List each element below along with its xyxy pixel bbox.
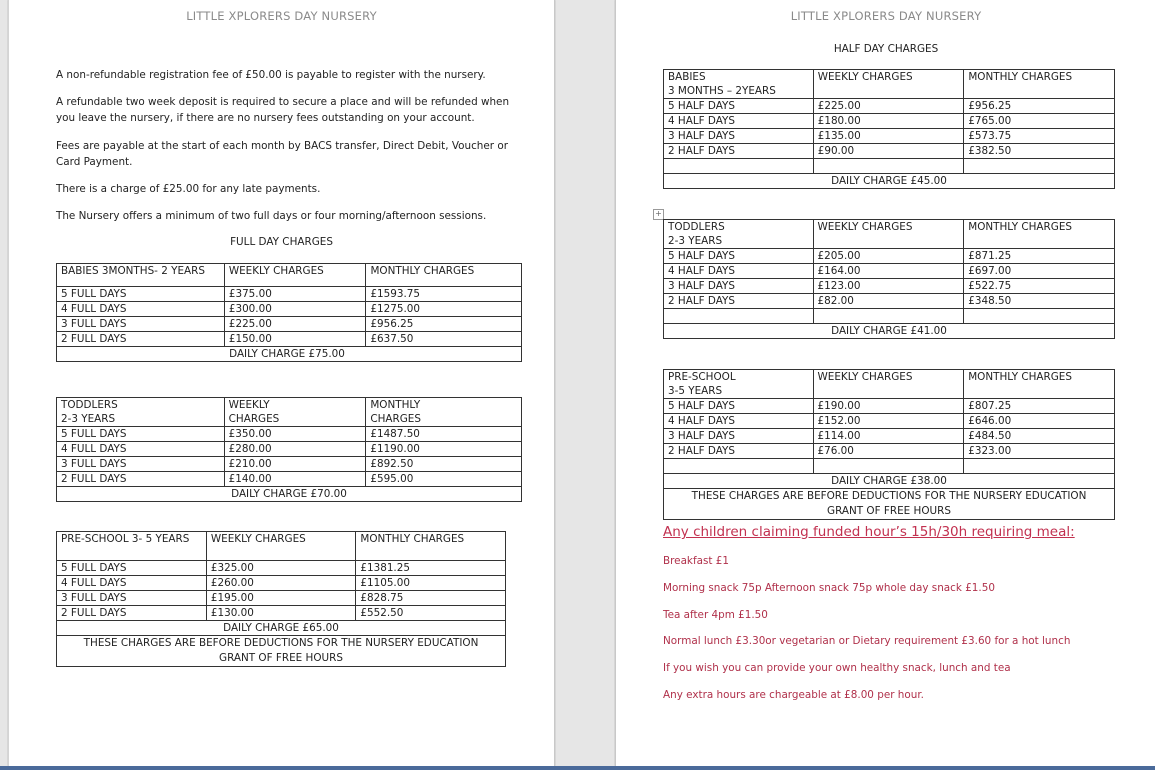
table-cell — [664, 159, 814, 174]
deductions-note — [57, 636, 506, 667]
daily-charge: DAILY CHARGE £45.00 — [664, 174, 1115, 189]
deductions-note-line: THESE CHARGES ARE BEFORE DEDUCTIONS FOR THE NURSERY EDUCATION — [691, 490, 1087, 502]
column-header: WEEKLY CHARGES — [813, 370, 964, 399]
table-cell: £646.00 — [964, 414, 1115, 429]
table-cell: £595.00 — [366, 472, 522, 487]
table-cell: 5 HALF DAYS — [664, 99, 814, 114]
table-cell: £150.00 — [224, 332, 366, 347]
table-row — [57, 442, 522, 457]
daily-charge: DAILY CHARGE £65.00 — [57, 621, 506, 636]
table-header-row — [57, 398, 522, 427]
daily-charge-row — [664, 174, 1115, 189]
table-header-row — [57, 532, 506, 561]
table-cell: £114.00 — [813, 429, 964, 444]
table-cell: 3 HALF DAYS — [664, 279, 814, 294]
daily-charge: DAILY CHARGE £70.00 — [57, 487, 522, 502]
column-header: BABIES 3MONTHS- 2 YEARS — [57, 264, 225, 287]
table-cell: £522.75 — [964, 279, 1115, 294]
column-header-line: WEEKLY — [228, 399, 270, 411]
table-cell: £871.25 — [964, 249, 1115, 264]
column-header-line: TODDLERS — [61, 399, 118, 411]
table-row — [57, 576, 506, 591]
table-cell: £323.00 — [964, 444, 1115, 459]
meal-line-breakfast: Breakfast £1 — [663, 555, 729, 567]
half-day-toddlers-table — [663, 219, 1115, 339]
page-header: LITTLE XPLORERS DAY NURSERY — [790, 9, 982, 23]
table-cell — [964, 309, 1115, 324]
table-cell: 4 FULL DAYS — [57, 302, 225, 317]
table-row-empty — [664, 459, 1115, 474]
paragraph-late-payments: There is a charge of £25.00 for any late payments. — [56, 183, 321, 195]
table-cell: £765.00 — [964, 114, 1115, 129]
paragraph-payment-methods: Fees are payable at the start of each month by BACS transfer, Direct Debit, Voucher or Card Payment. — [56, 140, 508, 168]
daily-charge: DAILY CHARGE £38.00 — [664, 474, 1115, 489]
meal-line-extra-hours: Any extra hours are chargeable at £8.00 per hour. — [663, 689, 924, 701]
column-header: MONTHLY CHARGES — [964, 370, 1115, 399]
table-row — [57, 561, 506, 576]
column-header: MONTHLY CHARGES — [964, 220, 1115, 249]
table-row — [664, 99, 1115, 114]
daily-charge-row — [57, 347, 522, 362]
table-cell: 2 HALF DAYS — [664, 144, 814, 159]
column-header: WEEKLY CHARGES — [813, 70, 964, 99]
table-cell: £956.25 — [366, 317, 522, 332]
document-page-right — [615, 0, 1155, 766]
table-cell: £300.00 — [224, 302, 366, 317]
table-cell: £90.00 — [813, 144, 964, 159]
table-cell: 4 HALF DAYS — [664, 264, 814, 279]
table-cell: £807.25 — [964, 399, 1115, 414]
table-cell: £637.50 — [366, 332, 522, 347]
column-header — [366, 398, 522, 427]
column-header: PRE-SCHOOL 3- 5 YEARS — [57, 532, 207, 561]
paragraph-deposit: A refundable two week deposit is required to secure a place and will be refunded when you leave the nursery, if there are no nursery fees outstanding on your account. — [56, 96, 510, 124]
full-day-toddlers-table — [56, 397, 522, 502]
table-row — [57, 332, 522, 347]
column-header-line: BABIES — [668, 71, 706, 83]
table-row — [664, 279, 1115, 294]
table-cell — [964, 159, 1115, 174]
table-cell: 3 FULL DAYS — [57, 591, 207, 606]
table-cell: £205.00 — [813, 249, 964, 264]
paragraph-registration-fee: A non-refundable registration fee of £50.00 is payable to register with the nursery. — [56, 69, 486, 81]
table-cell: £152.00 — [813, 414, 964, 429]
table-row — [57, 317, 522, 332]
daily-charge-row — [57, 621, 506, 636]
table-cell: 4 HALF DAYS — [664, 114, 814, 129]
table-cell — [813, 159, 964, 174]
table-row — [57, 302, 522, 317]
column-header-line: 2-3 YEARS — [61, 413, 116, 425]
table-cell: £325.00 — [206, 561, 356, 576]
document-page-left — [8, 0, 555, 766]
daily-charge: DAILY CHARGE £75.00 — [57, 347, 522, 362]
table-cell: £76.00 — [813, 444, 964, 459]
table-cell: £1593.75 — [366, 287, 522, 302]
page-header: LITTLE XPLORERS DAY NURSERY — [186, 9, 377, 23]
meal-line-tea: Tea after 4pm £1.50 — [663, 609, 768, 621]
deductions-note-line: THESE CHARGES ARE BEFORE DEDUCTIONS FOR THE NURSERY EDUCATION — [83, 637, 479, 649]
table-cell — [813, 459, 964, 474]
table-row — [57, 427, 522, 442]
table-cell: 2 FULL DAYS — [57, 472, 225, 487]
table-cell: £130.00 — [206, 606, 356, 621]
table-cell: 2 FULL DAYS — [57, 332, 225, 347]
table-row — [664, 414, 1115, 429]
table-header-row — [664, 220, 1115, 249]
table-cell: 2 HALF DAYS — [664, 294, 814, 309]
table-cell: £348.50 — [964, 294, 1115, 309]
table-cell: £828.75 — [356, 591, 506, 606]
table-move-handle-icon[interactable]: + — [653, 209, 664, 220]
daily-charge-row — [664, 324, 1115, 339]
column-header — [224, 398, 366, 427]
table-row — [664, 114, 1115, 129]
table-cell: 4 FULL DAYS — [57, 576, 207, 591]
table-row — [664, 444, 1115, 459]
table-cell: 5 FULL DAYS — [57, 427, 225, 442]
column-header — [57, 398, 225, 427]
table-row — [664, 249, 1115, 264]
deductions-note-line: GRANT OF FREE HOURS — [827, 505, 951, 517]
table-cell: 2 HALF DAYS — [664, 444, 814, 459]
table-cell: £573.75 — [964, 129, 1115, 144]
half-day-charges-title: HALF DAY CHARGES — [833, 43, 939, 55]
column-header: WEEKLY CHARGES — [206, 532, 356, 561]
column-header-line: PRE-SCHOOL — [668, 371, 736, 383]
table-row — [664, 144, 1115, 159]
table-cell: £225.00 — [813, 99, 964, 114]
table-cell: 5 HALF DAYS — [664, 399, 814, 414]
column-header-line: CHARGES — [370, 413, 421, 425]
note-row — [664, 489, 1115, 520]
column-header — [664, 70, 814, 99]
table-cell: £140.00 — [224, 472, 366, 487]
column-header — [664, 220, 814, 249]
table-cell: 5 FULL DAYS — [57, 287, 225, 302]
deductions-note — [664, 489, 1115, 520]
paragraph-minimum-sessions: The Nursery offers a minimum of two full days or four morning/afternoon sessions. — [56, 210, 487, 222]
table-cell: £135.00 — [813, 129, 964, 144]
column-header: MONTHLY CHARGES — [964, 70, 1115, 99]
daily-charge: DAILY CHARGE £41.00 — [664, 324, 1115, 339]
meal-line-own-food: If you wish you can provide your own healthy snack, lunch and tea — [663, 662, 1011, 674]
table-row — [57, 457, 522, 472]
table-cell: £225.00 — [224, 317, 366, 332]
meal-heading: Any children claiming funded hour’s 15h/30h requiring meal: — [663, 524, 1075, 540]
table-cell: £82.00 — [813, 294, 964, 309]
table-row — [57, 591, 506, 606]
table-cell: £1275.00 — [366, 302, 522, 317]
table-cell — [964, 459, 1115, 474]
table-cell: 3 FULL DAYS — [57, 317, 225, 332]
table-row-empty — [664, 309, 1115, 324]
half-day-babies-table — [663, 69, 1115, 189]
table-cell — [664, 309, 814, 324]
table-cell: £375.00 — [224, 287, 366, 302]
table-cell: £350.00 — [224, 427, 366, 442]
table-cell: £697.00 — [964, 264, 1115, 279]
table-cell: £1190.00 — [366, 442, 522, 457]
table-cell: 4 FULL DAYS — [57, 442, 225, 457]
column-header: MONTHLY CHARGES — [356, 532, 506, 561]
table-cell: 3 FULL DAYS — [57, 457, 225, 472]
column-header-line: 3 MONTHS – 2YEARS — [668, 85, 776, 97]
table-cell: 3 HALF DAYS — [664, 429, 814, 444]
table-cell — [664, 459, 814, 474]
table-cell: £280.00 — [224, 442, 366, 457]
daily-charge-row — [664, 474, 1115, 489]
column-header — [664, 370, 814, 399]
full-day-charges-title: FULL DAY CHARGES — [230, 236, 333, 248]
full-day-babies-table — [56, 263, 522, 362]
deductions-note-line: GRANT OF FREE HOURS — [219, 652, 343, 664]
table-row — [664, 429, 1115, 444]
table-header-row — [664, 70, 1115, 99]
column-header: MONTHLY CHARGES — [366, 264, 522, 287]
table-cell: £552.50 — [356, 606, 506, 621]
window-bottom-edge — [0, 766, 1155, 770]
table-cell: £892.50 — [366, 457, 522, 472]
table-cell: £1487.50 — [366, 427, 522, 442]
table-row-empty — [664, 159, 1115, 174]
table-row — [57, 287, 522, 302]
daily-charge-row — [57, 487, 522, 502]
table-cell: £1381.25 — [356, 561, 506, 576]
table-cell: 5 FULL DAYS — [57, 561, 207, 576]
half-day-preschool-table — [663, 369, 1115, 520]
table-cell: £956.25 — [964, 99, 1115, 114]
note-row — [57, 636, 506, 667]
column-header-line: CHARGES — [228, 413, 280, 425]
column-header-line: MONTHLY — [370, 399, 421, 411]
table-cell: £210.00 — [224, 457, 366, 472]
column-header-line: 2-3 YEARS — [668, 235, 723, 247]
table-cell: 5 HALF DAYS — [664, 249, 814, 264]
table-cell: £195.00 — [206, 591, 356, 606]
table-cell: £190.00 — [813, 399, 964, 414]
text-cursor — [1114, 250, 1115, 264]
table-cell: £180.00 — [813, 114, 964, 129]
table-cell: 2 FULL DAYS — [57, 606, 207, 621]
column-header-line: 3-5 YEARS — [668, 385, 723, 397]
table-header-row — [664, 370, 1115, 399]
table-row — [664, 129, 1115, 144]
table-cell: £260.00 — [206, 576, 356, 591]
column-header: WEEKLY CHARGES — [224, 264, 366, 287]
table-header-row — [57, 264, 522, 287]
table-row — [57, 472, 522, 487]
meal-line-snacks: Morning snack 75p Afternoon snack 75p whole day snack £1.50 — [663, 582, 995, 594]
table-row — [664, 294, 1115, 309]
table-cell — [813, 309, 964, 324]
table-cell: 4 HALF DAYS — [664, 414, 814, 429]
full-day-preschool-table — [56, 531, 506, 667]
table-cell: £123.00 — [813, 279, 964, 294]
table-row — [664, 399, 1115, 414]
table-cell: 3 HALF DAYS — [664, 129, 814, 144]
column-header-line: TODDLERS — [668, 221, 725, 233]
table-cell: £484.50 — [964, 429, 1115, 444]
table-cell: £382.50 — [964, 144, 1115, 159]
table-row — [664, 264, 1115, 279]
meal-line-lunch: Normal lunch £3.30or vegetarian or Dietary requirement £3.60 for a hot lunch — [663, 635, 1071, 647]
table-row — [57, 606, 506, 621]
column-header: WEEKLY CHARGES — [813, 220, 964, 249]
table-cell: £1105.00 — [356, 576, 506, 591]
table-cell: £164.00 — [813, 264, 964, 279]
